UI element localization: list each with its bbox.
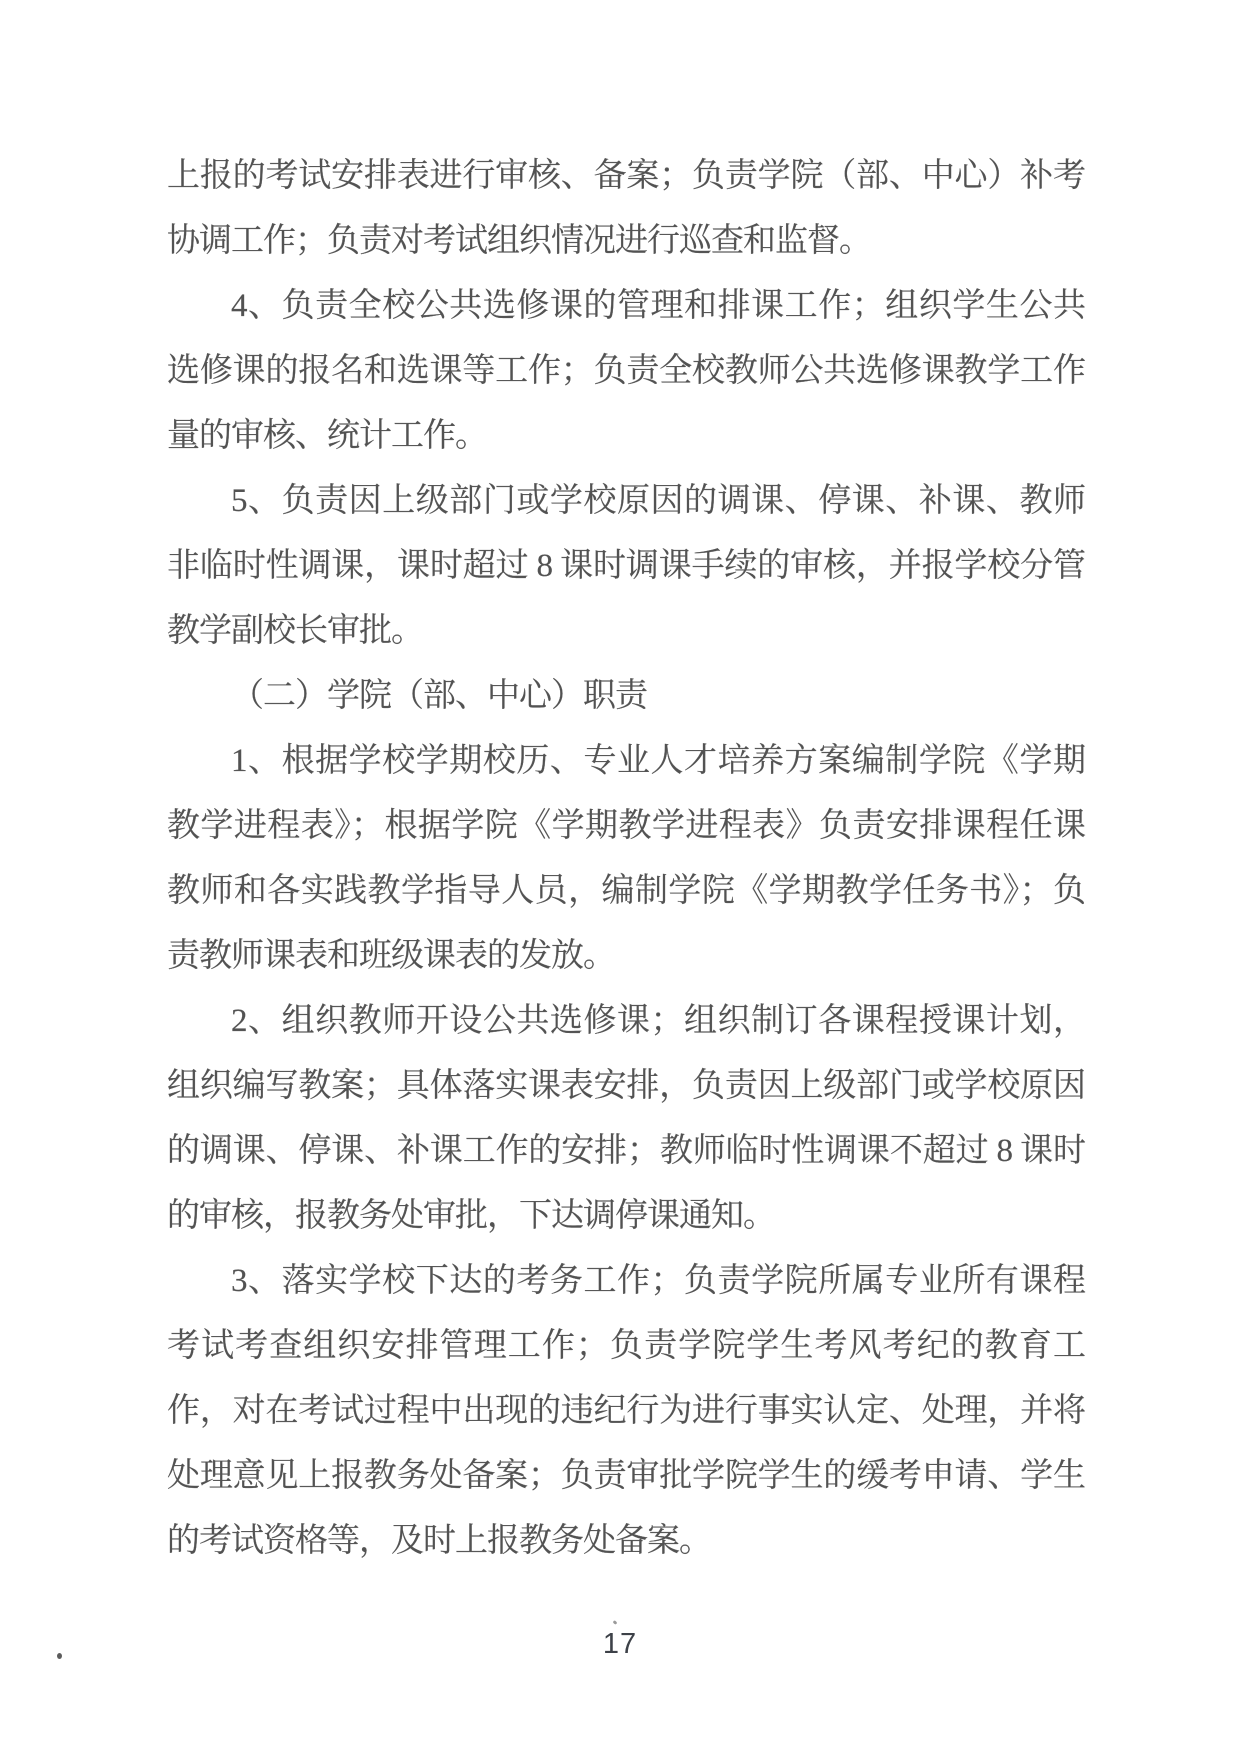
text-line: 上报的考试安排表进行审核、备案；负责学院（部、中心）补考 xyxy=(167,158,1085,194)
text-line: 的调课、停课、补课工作的安排；教师临时性调课不超过 8 课时 xyxy=(167,1133,1085,1169)
document-body xyxy=(167,144,1085,1574)
text-line: 量的审核、统计工作。 xyxy=(167,418,487,454)
text-line: 4、负责全校公共选修课的管理和排课工作；组织学生公共 xyxy=(231,288,1085,324)
text-line: 5、负责因上级部门或学校原因的调课、停课、补课、教师 xyxy=(231,483,1085,519)
text-line: 1、根据学校学期校历、专业人才培养方案编制学院《学期 xyxy=(231,743,1085,779)
text-line: 作，对在考试过程中出现的违纪行为进行事实认定、处理，并将 xyxy=(167,1393,1085,1429)
text-line: 责教师课表和班级课表的发放。 xyxy=(167,938,615,974)
text-line: 非临时性调课，课时超过 8 课时调课手续的审核，并报学校分管 xyxy=(167,548,1085,584)
text-line: 教学副校长审批。 xyxy=(167,613,423,649)
page-number: 17 xyxy=(602,1628,638,1660)
text-line: 3、落实学校下达的考务工作；负责学院所属专业所有课程 xyxy=(231,1263,1085,1299)
text-line: 教师和各实践教学指导人员，编制学院《学期教学任务书》；负 xyxy=(167,873,1085,909)
text-line: 处理意见上报教务处备案；负责审批学院学生的缓考申请、学生 xyxy=(167,1458,1085,1494)
text-line: 的审核，报教务处审批，下达调停课通知。 xyxy=(167,1198,775,1234)
scan-speck xyxy=(57,1653,62,1659)
text-line: 的考试资格等，及时上报教务处备案。 xyxy=(167,1523,711,1559)
text-line: （二）学院（部、中心）职责 xyxy=(231,678,647,714)
text-line: 组织编写教案；具体落实课表安排，负责因上级部门或学校原因 xyxy=(167,1068,1085,1104)
scan-speck xyxy=(613,1620,618,1625)
text-line: 考试考查组织安排管理工作；负责学院学生考风考纪的教育工 xyxy=(167,1328,1085,1364)
text-line: 协调工作；负责对考试组织情况进行巡查和监督。 xyxy=(167,223,871,259)
text-line: 2、组织教师开设公共选修课；组织制订各课程授课计划， xyxy=(231,1003,1085,1039)
text-line: 选修课的报名和选课等工作；负责全校教师公共选修课教学工作 xyxy=(167,353,1085,389)
text-line: 教学进程表》；根据学院《学期教学进程表》负责安排课程任课 xyxy=(167,808,1085,844)
